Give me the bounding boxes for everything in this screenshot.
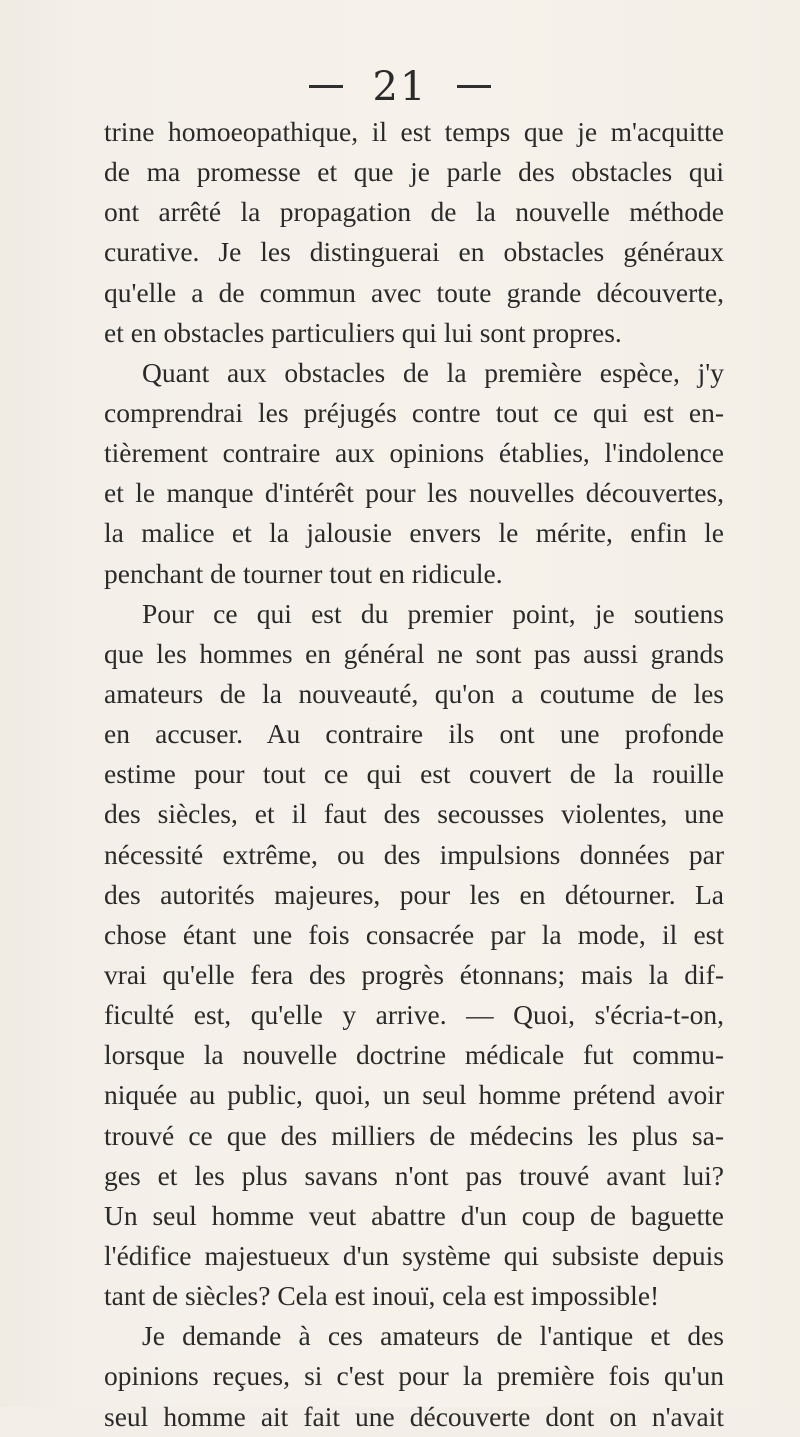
text-line: que les hommes en général ne sont pas aussi grands [104, 637, 724, 669]
text-line: penchant de tourner tout en ridicule. [104, 557, 503, 589]
text-line: et en obstacles particuliers qui lui sont propres. [104, 316, 622, 348]
text-line: chose étant une fois consacrée par la mode, il est [104, 918, 724, 950]
text-line: l'édifice majestueux d'un système qui subsiste depuis [104, 1239, 724, 1271]
text-line: lorsque la nouvelle doctrine médicale fut commu- [104, 1039, 724, 1071]
text-line: seul homme ait fait une découverte dont on n'avait [104, 1400, 724, 1432]
page-number: 21 [372, 64, 428, 110]
text-line: curative. Je les distinguerai en obstacles généraux [104, 236, 724, 268]
text-line: ont arrêté la propagation de la nouvelle méthode [104, 196, 724, 228]
text-line: de ma promesse et que je parle des obstacles qui [104, 156, 724, 188]
text-line: qu'elle a de commun avec toute grande découverte, [104, 276, 724, 308]
text-line: vrai qu'elle fera des progrès étonnans; mais la dif- [104, 958, 724, 990]
text-line: niquée au public, quoi, un seul homme prétend avoir [104, 1079, 724, 1111]
text-line: comprendrai les préjugés contre tout ce qui est en- [104, 396, 724, 428]
text-line: opinions reçues, si c'est pour la première fois qu'un [104, 1360, 724, 1392]
text-line: tant de siècles? Cela est inouï, cela est impossible! [104, 1280, 660, 1312]
text-line: ges et les plus savans n'ont pas trouvé avant lui? [104, 1159, 724, 1191]
text-line: des autorités majeures, pour les en détourner. La [104, 878, 724, 910]
paragraph-start-line: Je demande à ces amateurs de l'antique et des [142, 1320, 724, 1352]
text-line: la malice et la jalousie envers le mérite, enfin le [104, 517, 724, 549]
text-line: trouvé ce que des milliers de médecins les plus sa- [104, 1119, 724, 1151]
text-line: Un seul homme veut abattre d'un coup de baguette [104, 1199, 724, 1231]
header-dash-right [457, 85, 491, 88]
text-line: et le manque d'intérêt pour les nouvelles découvertes, [104, 477, 724, 509]
text-line: amateurs de la nouveauté, qu'on a coutume de les [104, 677, 724, 709]
text-line: ficulté est, qu'elle y arrive. — Quoi, s'écria-t-on, [104, 999, 724, 1031]
body-text [104, 112, 724, 1437]
page-header [0, 64, 800, 110]
text-line: nécessité extrême, ou des impulsions données par [104, 838, 724, 870]
paragraph-start-line: Pour ce qui est du premier point, je soutiens [142, 597, 724, 629]
header-dash-left [309, 85, 343, 88]
text-line: des siècles, et il faut des secousses violentes, une [104, 798, 724, 830]
text-line: trine homoeopathique, il est temps que je m'acquitte [104, 116, 724, 147]
text-line: en accuser. Au contraire ils ont une profonde [104, 718, 724, 750]
text-line: estime pour tout ce qui est couvert de la rouille [104, 758, 724, 790]
paragraph-start-line: Quant aux obstacles de la première espèce, j'y [142, 356, 724, 388]
text-line: tièrement contraire aux opinions établies, l'indolence [104, 437, 724, 469]
